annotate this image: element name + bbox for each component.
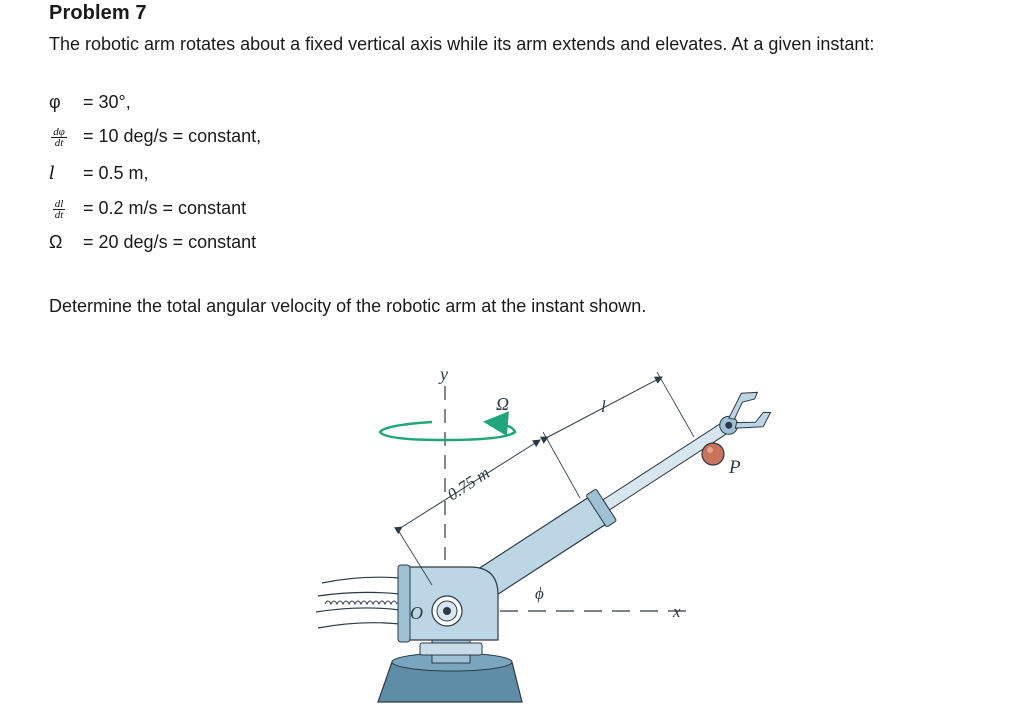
given-dphi-dt-text: = 10 deg/s = constant, [83,126,262,146]
cable-coils [325,601,397,604]
fraction-denominator: dt [54,136,64,149]
problem-title: Problem 7 [49,2,147,24]
problem-question: Determine the total angular velocity of the robotic arm at the instant shown. [49,296,647,316]
fraction-denominator: dt [54,208,64,221]
omega-rotation-arrow [380,422,515,440]
given-omega-text: = 20 deg/s = constant [83,232,257,252]
dimension-l-ext-right [657,372,694,437]
given-phi-text: = 30°, [83,92,131,112]
given-l-text: = 0.5 m, [83,163,149,183]
given-dl-dt-text: = 0.2 m/s = constant [83,198,247,218]
cable-hoses [316,577,400,628]
label-p: P [729,457,741,478]
label-y: y [440,364,448,384]
label-o: O [410,603,423,623]
ball-p [702,443,724,465]
label-omega: Ω [496,394,510,414]
housing-side-plate [398,565,410,642]
given-omega-symbol: Ω [49,232,63,252]
base-collar [420,643,482,655]
dimension-l-ext-left [543,432,580,498]
fraction-numerator: dφ [53,125,65,138]
fraction-numerator: dl [54,197,64,210]
label-l: l [601,397,606,416]
problem-intro: The robotic arm rotates about a fixed vertical axis while its arm extends and elevates. At a given instant: [49,34,875,54]
arm-piston-rod [603,424,727,510]
label-x: x [673,602,681,621]
ball-highlight [707,447,713,453]
arm-assembly [449,386,774,617]
label-length: 0.75 m [443,463,493,505]
pivot-hub-center [443,607,451,615]
given-phi-symbol: φ [49,92,61,112]
given-l-symbol: l [49,163,55,184]
label-phi: ϕ [535,584,544,603]
